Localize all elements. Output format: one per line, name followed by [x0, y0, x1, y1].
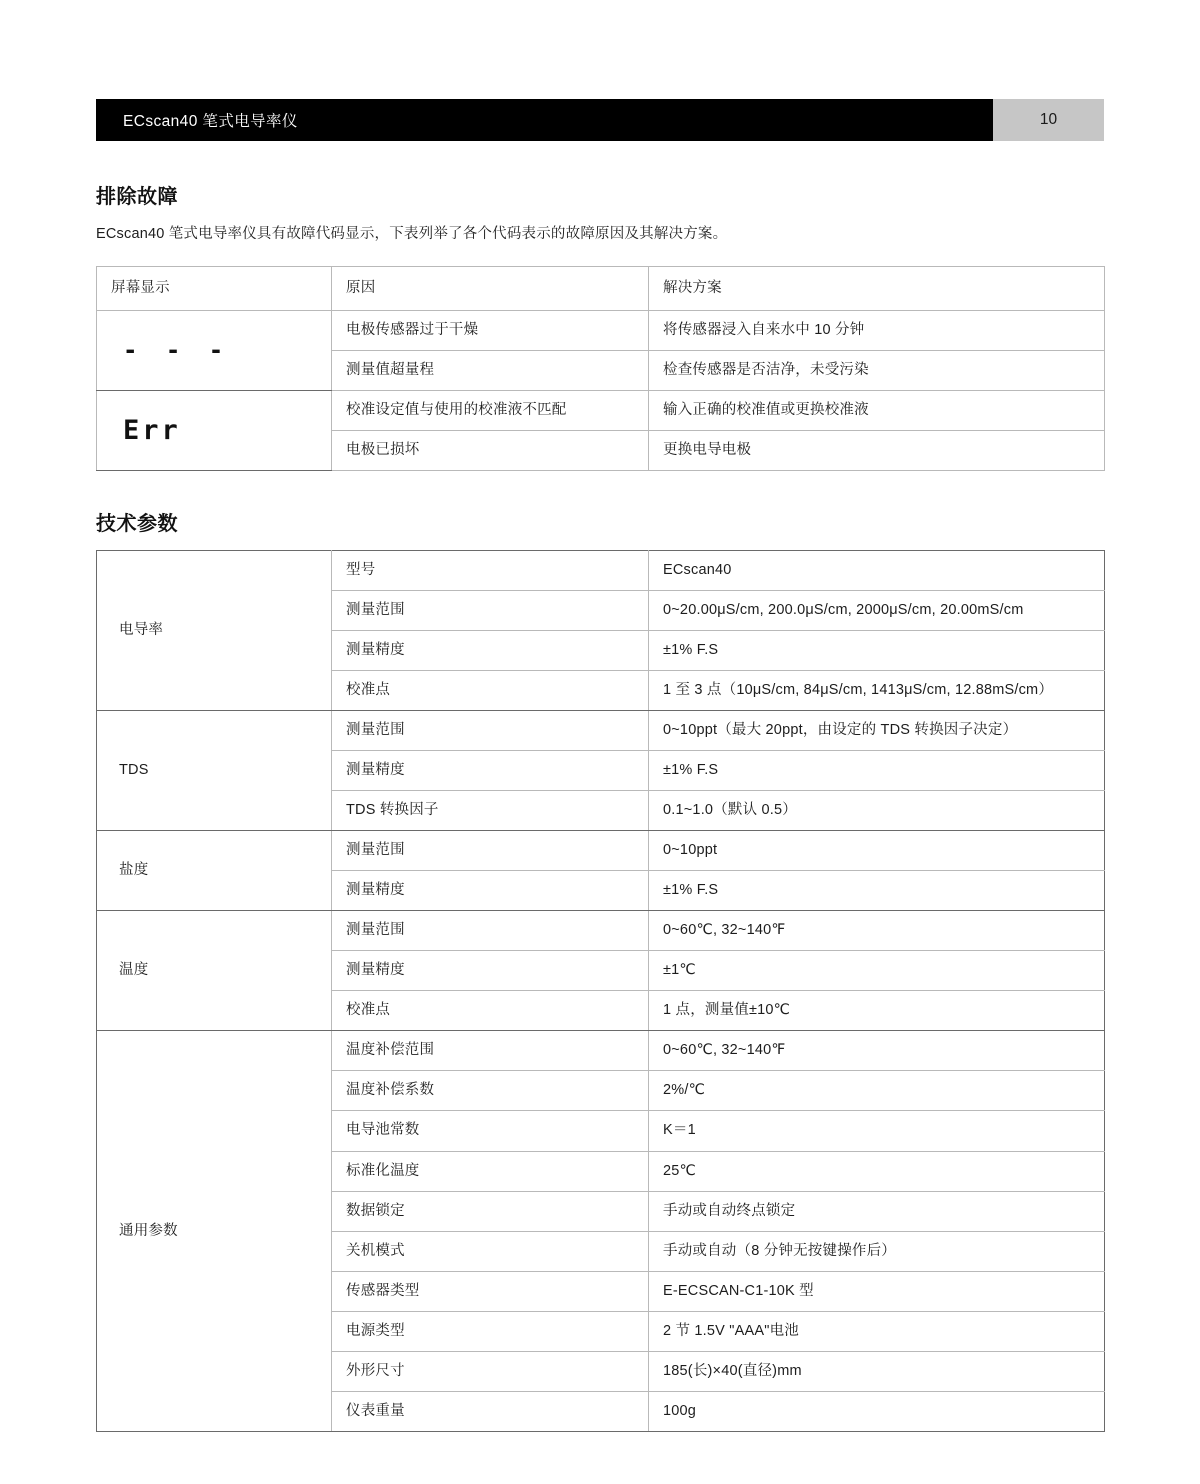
spec-name-cell: 温度补偿系数 — [332, 1071, 649, 1111]
spec-name-cell: 测量精度 — [332, 871, 649, 911]
specifications-table-body — [97, 551, 1105, 1431]
spec-name-cell: 温度补偿范围 — [332, 1031, 649, 1071]
spec-value-cell: 2 节 1.5V "AAA"电池 — [649, 1311, 1105, 1351]
spec-value-cell: 2%/℃ — [649, 1071, 1105, 1111]
column-header: 原因 — [332, 267, 649, 311]
troubleshooting-section-title: 排除故障 — [96, 186, 178, 208]
spec-group-label: 通用参数 — [97, 1031, 332, 1431]
spec-name-cell: 测量范围 — [332, 711, 649, 751]
spec-name-cell: 测量范围 — [332, 831, 649, 871]
cause-cell: 电极传感器过于干燥 — [332, 311, 649, 351]
header-title-block — [96, 99, 993, 141]
table-row — [97, 831, 1105, 871]
spec-value-cell: K＝1 — [649, 1111, 1105, 1151]
column-header: 解决方案 — [649, 267, 1105, 311]
spec-name-cell: 测量精度 — [332, 751, 649, 791]
page-number: 10 — [1039, 111, 1058, 128]
spec-group-label: 盐度 — [97, 831, 332, 911]
table-row — [97, 311, 1105, 351]
table-header-row — [97, 267, 1105, 311]
spec-value-cell: ECscan40 — [649, 551, 1105, 591]
troubleshooting-table-body — [97, 267, 1105, 471]
spec-value-cell: 手动或自动（8 分钟无按键操作后） — [649, 1231, 1105, 1271]
header-title: ECscan40 笔式电导率仪 — [123, 113, 298, 130]
spec-value-cell: ±1% F.S — [649, 871, 1105, 911]
lcd-display-code: Err — [123, 415, 181, 447]
solution-cell: 将传感器浸入自来水中 10 分钟 — [649, 311, 1105, 351]
spec-group-label: TDS — [97, 711, 332, 831]
spec-value-cell: 1 点，测量值±10℃ — [649, 991, 1105, 1031]
lcd-display-code: - - - — [123, 336, 231, 365]
troubleshooting-table — [96, 266, 1105, 471]
spec-value-cell: 185(长)×40(直径)mm — [649, 1351, 1105, 1391]
spec-value-cell: 100g — [649, 1391, 1105, 1431]
table-row — [97, 1031, 1105, 1071]
display-code-cell — [97, 391, 332, 471]
spec-name-cell: 测量范围 — [332, 591, 649, 631]
solution-cell: 更换电导电极 — [649, 431, 1105, 471]
spec-value-cell: 0~60℃, 32~140℉ — [649, 911, 1105, 951]
spec-name-cell: 测量精度 — [332, 951, 649, 991]
spec-name-cell: 校准点 — [332, 991, 649, 1031]
spec-value-cell: E-ECSCAN-C1-10K 型 — [649, 1271, 1105, 1311]
spec-name-cell: 电源类型 — [332, 1311, 649, 1351]
spec-name-cell: 型号 — [332, 551, 649, 591]
spec-name-cell: 电导池常数 — [332, 1111, 649, 1151]
spec-value-cell: 25℃ — [649, 1151, 1105, 1191]
spec-name-cell: 测量范围 — [332, 911, 649, 951]
specifications-table — [96, 550, 1105, 1431]
spec-name-cell: 校准点 — [332, 671, 649, 711]
spec-value-cell: 0~60℃, 32~140℉ — [649, 1031, 1105, 1071]
display-code-cell — [97, 311, 332, 391]
table-row — [97, 711, 1105, 751]
spec-group-label: 温度 — [97, 911, 332, 1031]
solution-cell: 检查传感器是否洁净，未受污染 — [649, 351, 1105, 391]
spec-value-cell: ±1% F.S — [649, 631, 1105, 671]
page-content — [96, 180, 1104, 1432]
spec-name-cell: 测量精度 — [332, 631, 649, 671]
spec-name-cell: 标准化温度 — [332, 1151, 649, 1191]
spec-name-cell: 关机模式 — [332, 1231, 649, 1271]
specifications-section-title: 技术参数 — [96, 513, 178, 536]
spec-name-cell: 传感器类型 — [332, 1271, 649, 1311]
spec-group-label: 电导率 — [97, 551, 332, 711]
troubleshooting-intro: ECscan40 笔式电导率仪具有故障代码显示，下表列举了各个代码表示的故障原因及其解决方案。 — [96, 226, 728, 242]
cause-cell: 电极已损坏 — [332, 431, 649, 471]
spec-value-cell: 0.1~1.0（默认 0.5） — [649, 791, 1105, 831]
spec-name-cell: TDS 转换因子 — [332, 791, 649, 831]
spec-value-cell: ±1% F.S — [649, 751, 1105, 791]
table-row — [97, 911, 1105, 951]
spec-name-cell: 数据锁定 — [332, 1191, 649, 1231]
column-header: 屏幕显示 — [97, 267, 332, 311]
spec-name-cell: 仪表重量 — [332, 1391, 649, 1431]
table-row — [97, 551, 1105, 591]
spec-name-cell: 外形尺寸 — [332, 1351, 649, 1391]
cause-cell: 校准设定值与使用的校准液不匹配 — [332, 391, 649, 431]
spec-value-cell: 手动或自动终点锁定 — [649, 1191, 1105, 1231]
spec-value-cell: 0~10ppt（最大 20ppt，由设定的 TDS 转换因子决定） — [649, 711, 1105, 751]
spec-value-cell: ±1℃ — [649, 951, 1105, 991]
spec-value-cell: 0~10ppt — [649, 831, 1105, 871]
spec-value-cell: 1 至 3 点（10μS/cm, 84μS/cm, 1413μS/cm, 12.88mS/cm） — [649, 671, 1105, 711]
spec-value-cell: 0~20.00μS/cm, 200.0μS/cm, 2000μS/cm, 20.00mS/cm — [649, 591, 1105, 631]
cause-cell: 测量值超量程 — [332, 351, 649, 391]
table-row — [97, 391, 1105, 431]
solution-cell: 输入正确的校准值或更换校准液 — [649, 391, 1105, 431]
header-page-block — [993, 99, 1104, 141]
running-header — [96, 99, 1104, 141]
